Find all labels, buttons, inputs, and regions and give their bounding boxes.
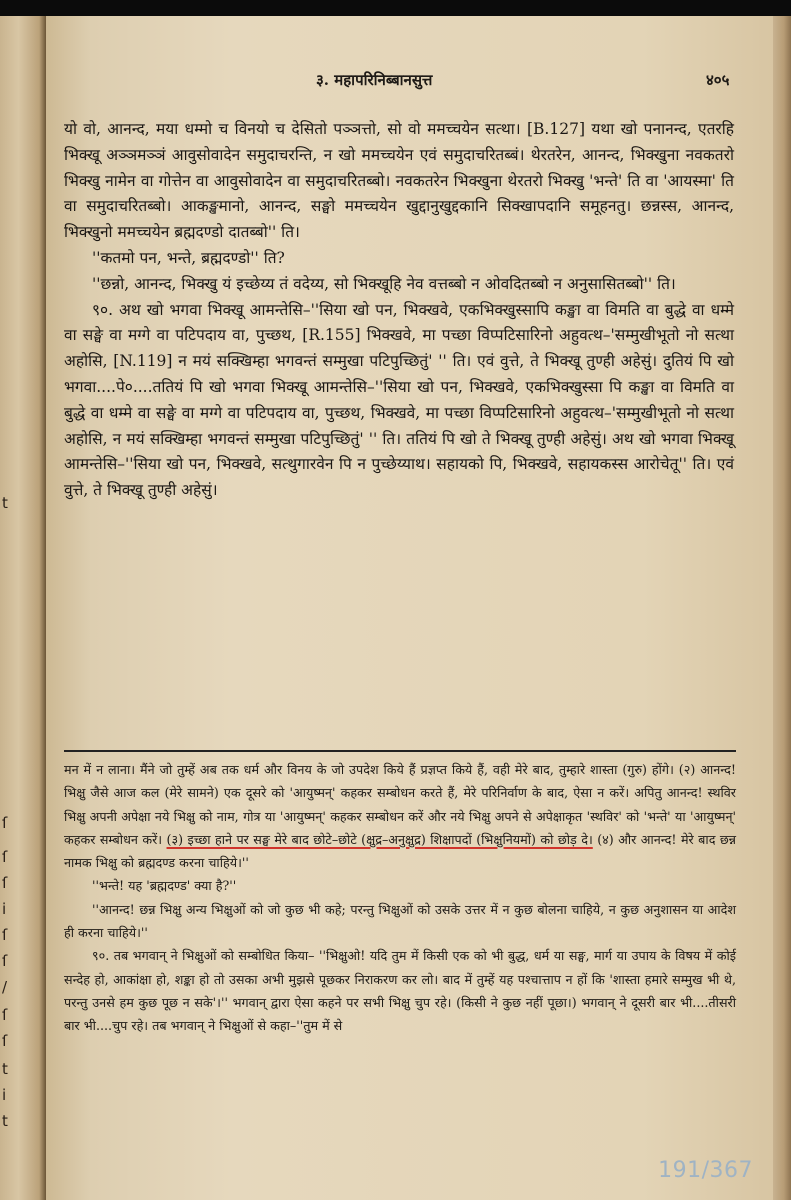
hindi-text: (४) और आनन्द! मेरे बाद छन्न नामक भिक्षु को ब्रह्मदण्ड करना चाहिये।'' — [64, 831, 736, 871]
book-page — [46, 16, 791, 1200]
gutter-fragment: t — [2, 494, 8, 512]
gutter-fragment: ſ — [2, 814, 8, 832]
gutter-fragment: ſ — [2, 848, 8, 866]
gutter-fragment: ſ — [2, 952, 8, 970]
running-head: ३. महापरिनिब्बानसुत्त — [316, 71, 433, 89]
gutter-fragment: / — [2, 978, 8, 996]
gutter-fragment: i — [2, 900, 7, 918]
pali-paragraph: ९०. अथ खो भगवा भिक्खू आमन्तेसि–''सिया खो पन, भिक्खवे, एकभिक्खुस्सापि कङ्खा वा विमति वा बुद्धे वा धम्मे वा सङ्घे वा मग्गे वा पटिपदाय वा, पुच्छथ, [R.155] भिक्खवे, मा पच्छा विप्पटिसारिनो अहुवत्थ–'सम्मुखीभूतो नो सत्था अहोसि, [N.119] न मयं सक्खिम्हा भगवन्तं सम्मुखा पटिपुच्छितुं' '' ति। एवं वुत्ते, ते भिक्खू तुण्ही अहेसुं। दुतियं पि खो भगवा....पे०....ततियं पि खो भगवा भिक्खू आमन्तेसि–''सिया खो पन, भिक्खवे, एकभिक्खुस्सा पि कङ्खा वा विमति वा बुद्धे वा धम्मे वा सङ्घे वा मग्गे वा पटिपदाय वा, पुच्छथ, भिक्खवे, मा पच्छा विप्पटिसारिनो अहुवत्थ–'सम्मुखीभूतो नो सत्था अहोसि, न मयं सक्खिम्हा भगवन्तं सम्मुखा पटिपुच्छितुं' '' ति। ततियं पि खो ते भिक्खू तुण्ही अहेसुं। अथ खो भगवा भिक्खू आमन्तेसि–''सिया खो पन, भिक्खवे, सत्थुगारवेन पि न पुच्छेय्याथ। सहायको पि, भिक्खवे, सहायकस्स आरोचेतू'' ति। एवं वुत्ते, ते भिक्खू तुण्ही अहेसुं। — [64, 300, 734, 500]
pali-paragraph: ''छन्नो, आनन्द, भिक्खु यं इच्छेय्य तं वदेय्य, सो भिक्खूहि नेव वत्तब्बो न ओवदितब्बो न अनुसासितब्बो'' ति। — [92, 274, 676, 293]
gutter-fragment: i — [2, 1086, 7, 1104]
gutter-fragment: ſ — [2, 874, 8, 892]
hindi-translation-block — [64, 758, 736, 1038]
pali-paragraph: ''कतमो पन, भन्ते, ब्रह्मदण्डो'' ति? — [92, 248, 285, 267]
hindi-paragraph: ''भन्ते! यह 'ब्रह्मदण्ड' क्या है?'' — [92, 878, 237, 894]
gutter-fragment: t — [2, 1112, 8, 1130]
hindi-text: मन में न लाना। मैंने जो तुम्हें अब तक धर्म और विनय के जो उपदेश किये हैं प्रज्ञप्त किये हैं, वही मेरे बाद, तुम्हारे शास्ता (गुरु) होंगे। (२) आनन्द! भिक्षु जैसे आज कल (मेरे सामने) एक दूसरे को 'आयुष्मन्' कहकर सम्बोधन करते हैं, मेरे परिनिर्वाण के बाद, ऐसा न करें। अपितु आनन्द! स्थविर भिक्षु अपनी अपेक्षा नये भिक्षु को नाम, गोत्र या 'आयुष्मन्' कहकर सम्बोधन करें और नये भिक्षु अपने से अपेक्षाकृत 'स्थविर' को 'भन्ते' या 'आयुष्मन्' कहकर सम्बोधन करें। — [64, 762, 736, 847]
gutter-fragment: ſ — [2, 1032, 8, 1050]
gutter-fragment: ſ — [2, 1006, 8, 1024]
hindi-paragraph — [64, 758, 736, 874]
hindi-paragraph: ''आनन्द! छन्न भिक्षु अन्य भिक्षुओं को जो कुछ भी कहे; परन्तु भिक्षुओं को उसके उत्तर में न कुछ बोलना चाहिये, न कुछ अनुशासन या आदेश ही करना चाहिये।'' — [64, 901, 736, 941]
hindi-paragraph: ९०. तब भगवान् ने भिक्षुओं को सम्बोधित किया– ''भिक्षुओ! यदि तुम में किसी एक को भी बुद्ध, धर्म या सङ्घ, मार्ग या उपाय के विषय में कोई सन्देह हो, आकांक्षा हो, शङ्का हो तो उसका अभी मुझसे पूछकर निराकरण कर लो। बाद में तुम्हें यह पश्चात्ताप न हों कि 'शास्ता हमारे सम्मुख भी थे, परन्तु उनसे हम कुछ पूछ न सके'।'' भगवान् द्वारा ऐसा कहने पर सभी भिक्षु चुप रहे। (किसी ने कुछ नहीं पूछा।) भगवान् ने दूसरी बार भी....तीसरी बार भी....चुप रहे। तब भगवान् ने भिक्षुओं से कहा–''तुम में से — [64, 948, 736, 1034]
pali-text-block — [64, 117, 734, 504]
highlighted-passage: (३) इच्छा हाने पर सङ्घ मेरे बाद छोटे–छोटे (क्षुद्र–अनुक्षुद्र) शिक्षापदों (भिक्षुनियमों) को छोड़ दे। — [166, 831, 593, 847]
page-counter: 191/367 — [658, 1158, 753, 1183]
pali-paragraph: यो वो, आनन्द, मया धम्मो च विनयो च देसितो पञ्ञत्तो, सो वो ममच्चयेन सत्था। [B.127] यथा खो पनानन्द, एतरहि भिक्खू अञ्ञमञ्ञं आवुसोवादेन समुदाचरन्ति, न खो ममच्चयेन एवं समुदाचरितब्बं। थेरतरेन, आनन्द, भिक्खुना नवकतरो भिक्खु नामेन वा गोत्तेन वा आवुसोवादेन वा समुदाचरितब्बो। नवकतरेन भिक्खुना थेरतरो भिक्खु 'भन्ते' ति वा 'आयस्मा' ति वा समुदाचरितब्बो। आकङ्खमानो, आनन्द, सङ्घो ममच्चयेन खुद्दानुखुद्दकानि सिक्खापदानि समूहनतु। छन्नस्स, आनन्द, भिक्खुनो ममच्चयेन ब्रह्मदण्डो दातब्बो'' ति। — [64, 120, 734, 242]
footnote-divider — [64, 750, 736, 752]
top-black-bar — [0, 0, 791, 16]
gutter-fragment: t — [2, 1060, 8, 1078]
page-edge — [773, 16, 791, 1200]
page-number: ४०५ — [706, 71, 730, 89]
gutter-fragment: ſ — [2, 926, 8, 944]
previous-page-gutter — [0, 16, 46, 1200]
